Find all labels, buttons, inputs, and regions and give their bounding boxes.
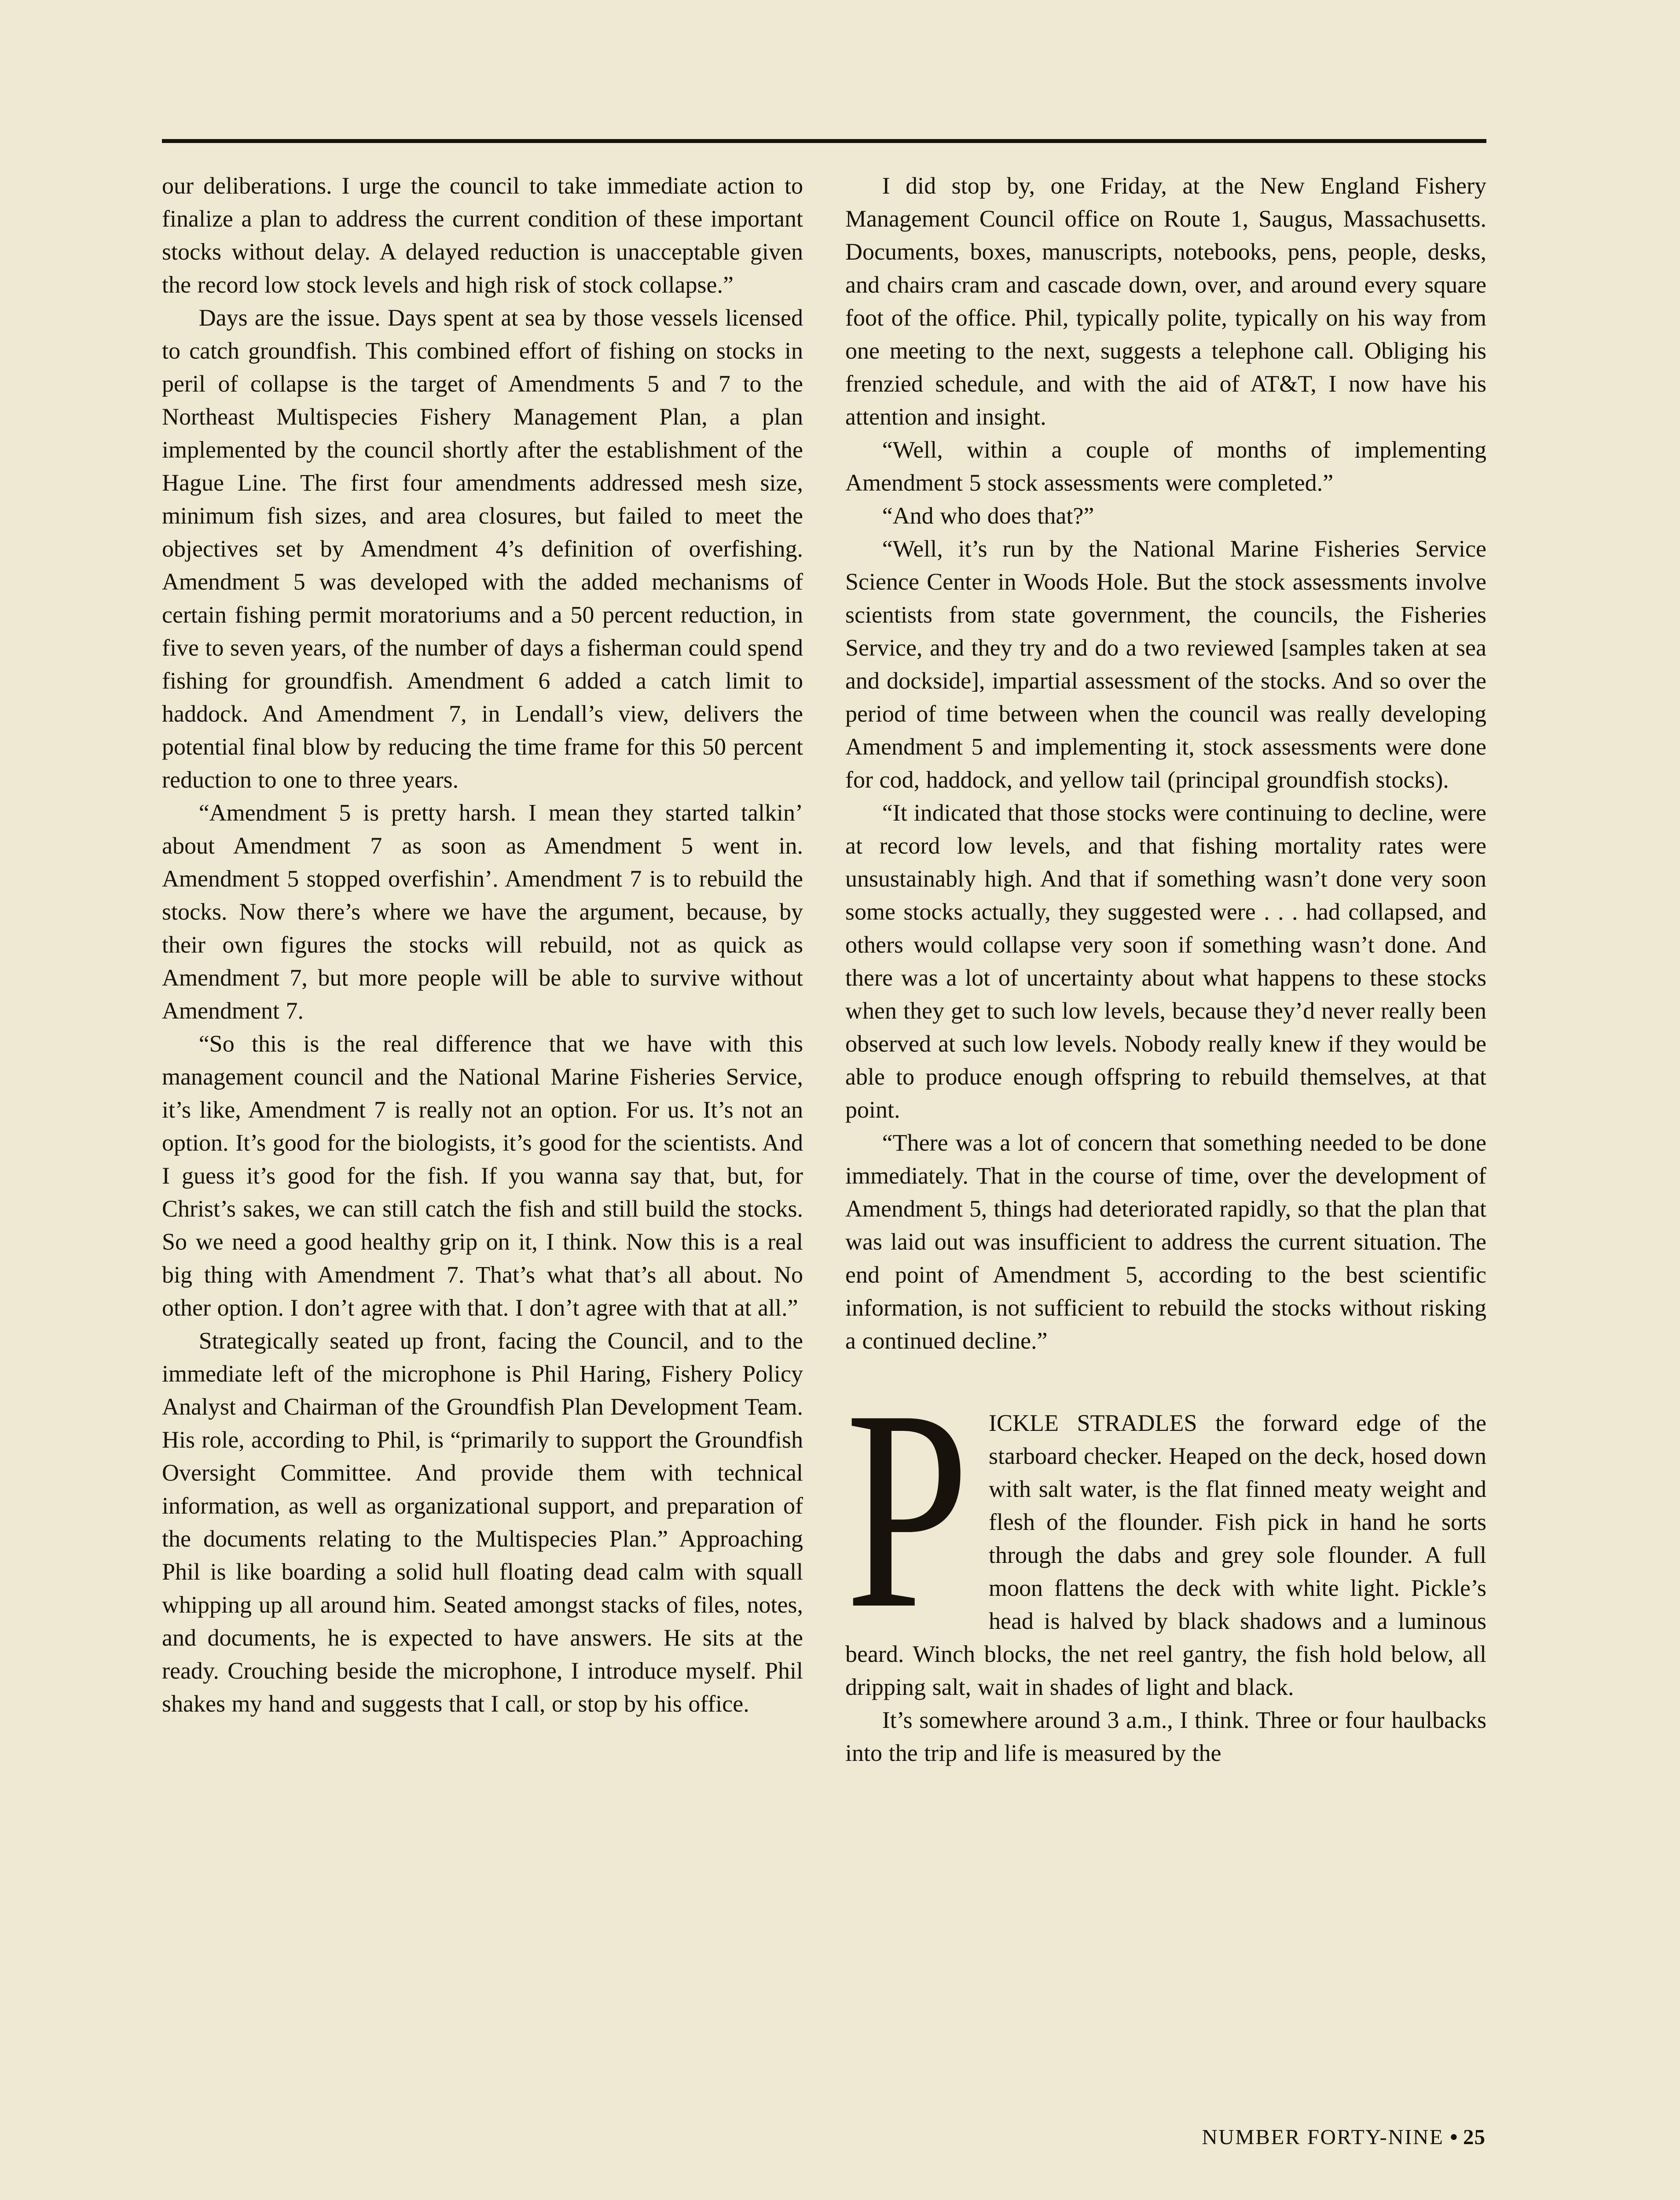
paragraph-text: ICKLE STRADLES the forward edge of the starboard checker. Heaped on the deck, hosed down with salt water, is the flat finned meaty weight and flesh of the flounder. Fish pick in hand he sorts through the dabs and grey sole flounder. A full moon flattens the deck with white light. Pickle’s head is halved by black shadows and a luminous beard. Winch blocks, the net reel gantry, the fish hold below, all dripping salt, wait in shades of light and black. xyxy=(845,1410,1486,1700)
paragraph: “And who does that?” xyxy=(882,502,1094,529)
paragraph: I did stop by, one Friday, at the New England Fishery Management Council office on Route 1, Saugus, Massachusetts. Documents, boxes, manuscripts, notebooks, pens, people, desks, and chairs cram and cascade down, over, and around every square foot of the office. Phil, typically polite, typically on his way from one meeting to the next, suggests a telephone call. Obliging his frenzied schedule, and with the aid of AT&T, I now have his attention and insight. xyxy=(845,172,1486,430)
issue-number-label: NUMBER FORTY-NINE xyxy=(1202,2125,1444,2149)
paragraph: It’s somewhere around 3 a.m., I think. Three or four haulbacks into the trip and life is measured by the xyxy=(845,1707,1486,1766)
left-column xyxy=(162,169,803,1770)
paragraph: our deliberations. I urge the council to take immediate action to finalize a plan to address the current condition of these important stocks without delay. A delayed reduction is unacceptable given the record low stock levels and high risk of stock collapse.” xyxy=(162,172,803,298)
top-rule xyxy=(162,139,1486,143)
paragraph: “Amendment 5 is pretty harsh. I mean they started talkin’ about Amendment 7 as soon as Amendment 5 went in. Amendment 5 stopped overfishin’. Amendment 7 is to rebuild the stocks. Now there’s where we have the argument, because, by their own figures the stocks will rebuild, not as quick as Amendment 7, but more people will be able to survive without Amendment 7. xyxy=(162,799,803,1024)
paragraph: Days are the issue. Days spent at sea by those vessels licensed to catch groundfish. This combined effort of fishing on stocks in peril of collapse is the target of Amendments 5 and 7 to the Northeast Multispecies Fishery Management Plan, a plan implemented by the council shortly after the establishment of the Hague Line. The first four amendments addressed mesh size, minimum fish sizes, and area closures, but failed to meet the objectives set by Amendment 4’s definition of overfishing. Amendment 5 was developed with the added mechanisms of certain fishing permit moratoriums and a 50 percent reduction, in five to seven years, of the number of days a fisherman could spend fishing for groundfish. Amendment 6 added a catch limit to haddock. And Amendment 7, in Lendall’s view, delivers the potential final blow by reducing the time frame for this 50 percent reduction to one to three years. xyxy=(162,304,803,793)
paragraph: “It indicated that those stocks were continuing to decline, were at record low levels, and that fishing mortality rates were unsustainably high. And that if something wasn’t done very soon some stocks actually, they suggested were . . . had collapsed, and others would collapse very soon if something wasn’t done. And there was a lot of uncertainty about what happens to these stocks when they get to such low levels, because they’d never really been observed at such low levels. Nobody really knew if they would be able to produce enough offspring to rebuild themselves, at that point. xyxy=(845,799,1486,1123)
paragraph: “So this is the real difference that we have with this management council and the National Marine Fisheries Service, it’s like, Amendment 7 is really not an option. For us. It’s not an option. It’s good for the biologists, it’s good for the scientists. And I guess it’s good for the fish. If you wanna say that, but, for Christ’s sakes, we can still catch the fish and still build the stocks. So we need a good healthy grip on it, I think. Now this is a real big thing with Amendment 7. That’s what that’s all about. No other option. I don’t agree with that. I don’t agree with that at all.” xyxy=(162,1030,803,1321)
right-column xyxy=(845,169,1486,1770)
drop-cap-letter: P xyxy=(845,1351,969,1668)
paragraph: “Well, it’s run by the National Marine Fisheries Service Science Center in Woods Hole. But the stock assessments involve scientists from state government, the councils, the Fisheries Service, and they try and do a two reviewed [samples taken at sea and dockside], impartial assessment of the stocks. And so over the period of time between when the council was really developing Amendment 5 and implementing it, stock assessments were done for cod, haddock, and yellow tail (principal groundfish stocks). xyxy=(845,535,1486,793)
page-footer xyxy=(1202,2124,1486,2149)
page-number: 25 xyxy=(1463,2125,1486,2149)
article-body xyxy=(162,169,1486,1770)
paragraph: “There was a lot of concern that something needed to be done immediately. That in the course of time, over the development of Amendment 5, things had deteriorated rapidly, so that the plan that was laid out was insufficient to address the current situation. The end point of Amendment 5, according to the best scientific information, is not sufficient to rebuild the stocks without risking a continued decline.” xyxy=(845,1129,1486,1354)
paragraph: Strategically seated up front, facing the Council, and to the immediate left of the microphone is Phil Haring, Fishery Policy Analyst and Chairman of the Groundfish Plan Development Team. His role, according to Phil, is “primarily to support the Groundfish Oversight Committee. And provide them with technical information, as well as organizational support, and preparation of the documents relating to the Multispecies Plan.” Approaching Phil is like boarding a solid hull floating dead calm with squall whipping up all around him. Seated amongst stacks of files, notes, and documents, he is expected to have answers. He sits at the ready. Crouching beside the microphone, I introduce myself. Phil shakes my hand and suggests that I call, or stop by his office. xyxy=(162,1327,803,1717)
footer-separator-dot: • xyxy=(1450,2125,1459,2149)
section-opening-paragraph xyxy=(845,1351,1486,1704)
paragraph: “Well, within a couple of months of implementing Amendment 5 stock assessments were completed.” xyxy=(845,436,1486,496)
article-content xyxy=(162,139,1486,1770)
